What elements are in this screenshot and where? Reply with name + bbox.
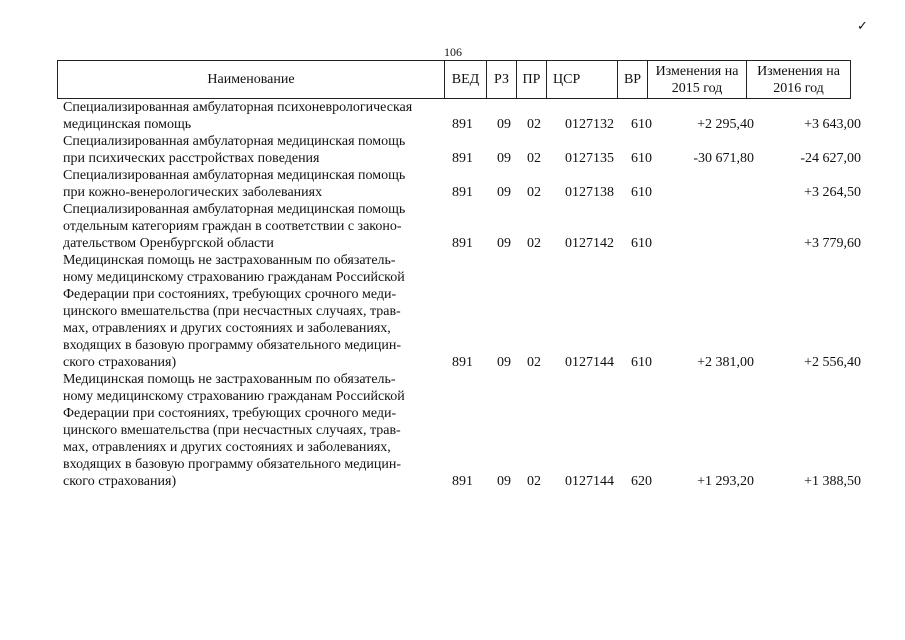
cell-change-2016: +3 779,60: [804, 236, 861, 251]
cell-change-2016: +2 556,40: [804, 355, 861, 370]
cell-csr: 0127135: [565, 151, 614, 166]
cell-vr: 620: [631, 474, 652, 489]
header-rz: РЗ: [487, 61, 517, 99]
cell-name: [57, 133, 443, 167]
cell-csr: 0127138: [565, 185, 614, 200]
cell-csr: 0127144: [565, 474, 614, 489]
cell-pr: 02: [527, 355, 541, 370]
name-line: мах, отравлениях и других состояниях и заболеваниях,: [63, 440, 391, 455]
name-line: при кожно-венерологических заболеваниях: [63, 185, 323, 200]
cell-ved: 891: [452, 474, 473, 489]
cell-change-2015: +1 293,20: [697, 474, 754, 489]
name-line: Федерации при состояниях, требующих срочного меди-: [63, 287, 397, 302]
cell-pr: 02: [527, 474, 541, 489]
name-line: Специализированная амбулаторная медицинская помощь: [63, 168, 406, 183]
cell-change-2015: +2 381,00: [697, 355, 754, 370]
table-row: [57, 252, 872, 371]
cell-ved: 891: [452, 185, 473, 200]
cell-change-2015: -30 671,80: [693, 151, 754, 166]
name-line: Медицинская помощь не застрахованным по обязатель-: [63, 372, 396, 387]
cell-name: [57, 201, 443, 252]
cell-rz: 09: [497, 117, 511, 132]
cell-change-2016: +3 643,00: [804, 117, 861, 132]
cell-ved: 891: [452, 355, 473, 370]
cell-vr: 610: [631, 185, 652, 200]
cell-csr: 0127144: [565, 355, 614, 370]
cell-vr: 610: [631, 117, 652, 132]
cell-change-2015: +2 295,40: [697, 117, 754, 132]
name-line: Федерации при состояниях, требующих срочного меди-: [63, 406, 397, 421]
cell-rz: 09: [497, 151, 511, 166]
cell-csr: 0127142: [565, 236, 614, 251]
cell-csr: 0127132: [565, 117, 614, 132]
table-row: [57, 133, 872, 167]
header-row: [58, 61, 851, 99]
name-line: ному медицинскому страхованию гражданам Российской: [63, 270, 405, 285]
check-mark-icon: ✓: [857, 18, 868, 33]
cell-ved: 891: [452, 151, 473, 166]
cell-pr: 02: [527, 151, 541, 166]
cell-name: [57, 99, 443, 133]
table-row: [57, 201, 872, 252]
name-line: дательством Оренбургской области: [63, 236, 274, 251]
header-pr: ПР: [517, 61, 547, 99]
table-row: [57, 167, 872, 201]
name-line: отдельным категориям граждан в соответствии с законо-: [63, 219, 402, 234]
header-vr: ВР: [618, 61, 648, 99]
cell-pr: 02: [527, 236, 541, 251]
name-line: Специализированная амбулаторная медицинская помощь: [63, 134, 406, 149]
cell-name: [57, 252, 443, 371]
name-line: Специализированная амбулаторная медицинская помощь: [63, 202, 406, 217]
name-line: входящих в базовую программу обязательного медицин-: [63, 457, 401, 472]
name-line: Специализированная амбулаторная психоневрологическая: [63, 100, 413, 115]
table-header: [57, 60, 851, 99]
table-row: [57, 371, 872, 490]
header-ved: ВЕД: [445, 61, 487, 99]
cell-ved: 891: [452, 117, 473, 132]
name-line: медицинская помощь: [63, 117, 192, 132]
cell-pr: 02: [527, 117, 541, 132]
name-line: Медицинская помощь не застрахованным по обязатель-: [63, 253, 396, 268]
cell-vr: 610: [631, 355, 652, 370]
cell-name: [57, 167, 443, 201]
cell-pr: 02: [527, 185, 541, 200]
page-number: 106: [444, 45, 462, 59]
cell-change-2016: +1 388,50: [804, 474, 861, 489]
cell-ved: 891: [452, 236, 473, 251]
table-body: [57, 99, 872, 490]
name-line: цинского вмешательства (при несчастных случаях, трав-: [63, 423, 401, 438]
name-line: цинского вмешательства (при несчастных случаях, трав-: [63, 304, 401, 319]
name-line: мах, отравлениях и других состояниях и заболеваниях,: [63, 321, 391, 336]
cell-rz: 09: [497, 355, 511, 370]
header-change-2015: Изменения на 2015 год: [648, 61, 747, 99]
table-row: [57, 99, 872, 133]
cell-vr: 610: [631, 236, 652, 251]
cell-change-2016: +3 264,50: [804, 185, 861, 200]
cell-change-2016: -24 627,00: [800, 151, 861, 166]
cell-rz: 09: [497, 236, 511, 251]
name-line: ского страхования): [63, 355, 177, 370]
header-change-2016: Изменения на 2016 год: [747, 61, 851, 99]
cell-rz: 09: [497, 185, 511, 200]
cell-vr: 610: [631, 151, 652, 166]
cell-name: [57, 371, 443, 490]
name-line: ному медицинскому страхованию гражданам Российской: [63, 389, 405, 404]
header-csr: ЦСР: [547, 61, 618, 99]
name-line: входящих в базовую программу обязательного медицин-: [63, 338, 401, 353]
header-name: Наименование: [58, 61, 445, 99]
cell-rz: 09: [497, 474, 511, 489]
name-line: при психических расстройствах поведения: [63, 151, 320, 166]
name-line: ского страхования): [63, 474, 177, 489]
